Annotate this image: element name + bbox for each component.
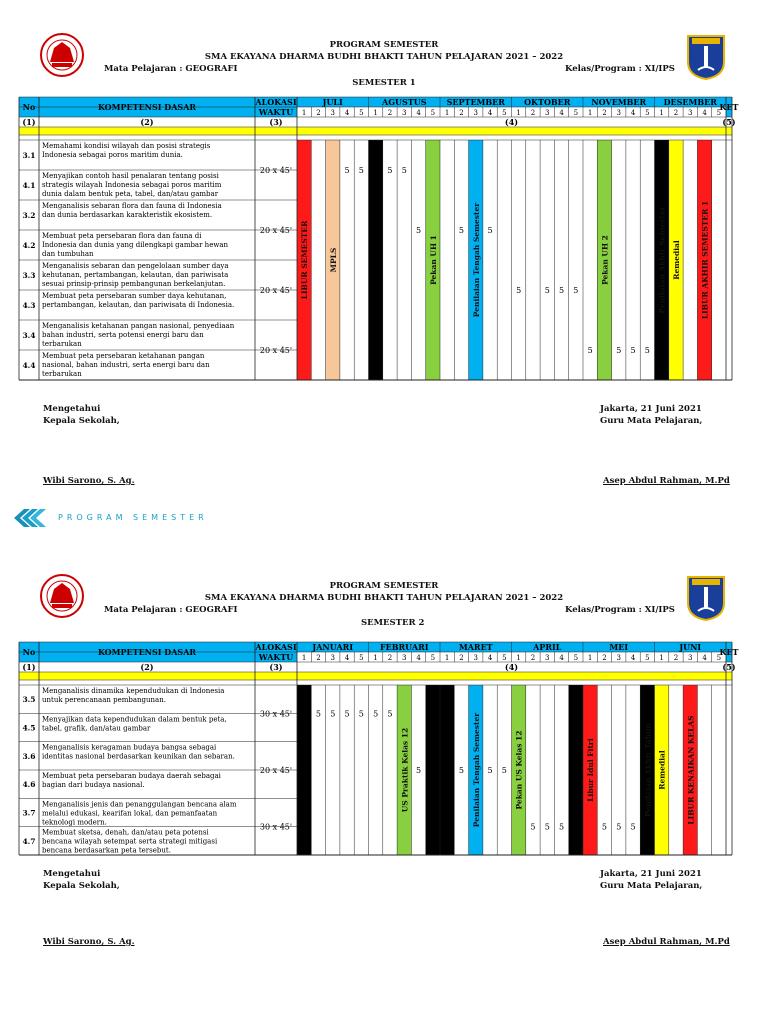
yellow-strip: [19, 672, 732, 680]
week-number: 3: [330, 109, 335, 117]
month-header: JULI: [322, 97, 343, 107]
competency-text: dan dunia berdasarkan karakteristik ekosistem.: [42, 211, 213, 219]
time-allocation: 20 x 45': [259, 166, 293, 175]
banner-title: PROGRAM SEMESTER: [58, 513, 208, 522]
week-number: 4: [630, 654, 636, 662]
week-number: 4: [487, 654, 493, 662]
week-number: 1: [373, 654, 378, 662]
col-header-no: No: [22, 647, 36, 657]
competency-text: kehutanan, pertambangan, kelautan, dan pariwisata: [42, 271, 229, 279]
teacher-name: Asep Abdul Rahman, M.Pd: [603, 476, 730, 486]
competency-text: melalui edukasi, kearifan lokal, dan pemanfaatan: [42, 809, 218, 818]
schedule-table: [19, 97, 749, 392]
month-header: AGUSTUS: [382, 97, 427, 107]
col-header-ket: KET: [719, 102, 739, 112]
week-mark: 5: [387, 166, 393, 175]
event-band-label: US Praktik Kelas 12: [400, 727, 410, 813]
competency-text: sesuai prinsip-prinsip pembangunan berkelanjutan.: [42, 280, 226, 288]
month-header: JANUARI: [312, 642, 354, 652]
event-band: [297, 685, 311, 855]
competency-text: teknologi modern.: [42, 818, 107, 827]
subject-label: Mata Pelajaran : GEOGRAFI: [104, 605, 238, 615]
month-header: OKTOBER: [524, 97, 571, 107]
week-number: 4: [344, 654, 350, 662]
week-number: 1: [444, 109, 450, 117]
week-number: 4: [416, 654, 421, 662]
week-number: 5: [716, 654, 722, 662]
row-number: 3.1: [22, 151, 36, 160]
row-number: 3.6: [22, 751, 36, 761]
col-number: (5): [722, 117, 736, 127]
week-number: 3: [616, 654, 621, 662]
competency-text: nasional, bahan industri, serta energi baru dan: [42, 361, 210, 369]
event-band: [440, 685, 454, 855]
row-number: 4.4: [22, 361, 36, 370]
week-number: 2: [387, 654, 393, 662]
event-band-label: Pekan UH 2: [600, 235, 610, 285]
row-number: 4.1: [22, 181, 36, 190]
week-number: 5: [359, 654, 364, 662]
time-allocation: 20 x 45': [259, 226, 293, 235]
month-header: DESEMBER: [663, 97, 717, 107]
competency-text: Menganalisis keragaman budaya bangsa sebagai: [42, 743, 217, 752]
week-number: 5: [502, 654, 507, 662]
school-name: SMA EKAYANA DHARMA BUDHI BHAKTI TAHUN PELAJARAN 2021 – 2022: [204, 593, 564, 603]
col-header-waktu: WAKTU: [258, 652, 294, 662]
week-mark: 5: [416, 766, 422, 775]
col-number: (1): [22, 662, 36, 672]
time-allocation: 20 x 45': [259, 346, 293, 355]
event-band-label: Remedial: [657, 750, 667, 790]
week-number: 2: [316, 109, 321, 117]
col-number: (3): [269, 662, 283, 672]
col-number: (2): [140, 117, 154, 127]
row-number: 4.3: [22, 301, 36, 310]
month-header: MARET: [458, 642, 493, 652]
competency-text: pertambangan, kelautan, dan pariwisata di Indonesia.: [42, 301, 235, 309]
row-number: 3.7: [22, 808, 36, 818]
event-band-label: MPLS: [328, 247, 338, 273]
time-allocation: 20 x 45': [259, 286, 293, 295]
event-band: [369, 140, 383, 380]
competency-text: Indonesia dan dunia yang dilengkapi gambar hewan: [42, 241, 229, 249]
sign-right-2: Guru Mata Pelajaran,: [600, 416, 703, 426]
month-header: FEBRUARI: [379, 642, 429, 652]
competency-text: bencana wilayah setempat serta strategi mitigasi: [42, 837, 218, 846]
week-number: 2: [387, 109, 393, 117]
week-mark: 5: [416, 226, 422, 235]
week-number: 2: [673, 109, 679, 117]
week-number: 4: [559, 109, 564, 117]
sign-left-1: Mengetahui: [43, 404, 101, 414]
week-number: 4: [344, 109, 350, 117]
week-number: 4: [559, 654, 564, 662]
competency-text: Menyajikan contoh hasil penalaran tentang posisi: [42, 172, 219, 180]
week-number: 4: [416, 109, 421, 117]
row-number: 4.7: [22, 836, 36, 846]
competency-text: untuk perencanaan pembangunan.: [42, 696, 166, 704]
week-number: 3: [688, 654, 693, 662]
week-mark: 5: [358, 166, 364, 175]
event-band-label: Penilaian Tengah Semester: [471, 712, 481, 828]
month-header: SEPTEMBER: [446, 97, 505, 107]
competency-text: terbarukan: [42, 340, 82, 348]
week-mark: 5: [487, 766, 493, 775]
competency-text: strategis wilayah Indonesia sebagai poros maritim: [42, 181, 222, 189]
col-header-no: No: [22, 102, 36, 112]
month-header: APRIL: [533, 642, 562, 652]
week-mark: 5: [644, 346, 650, 355]
week-number: 3: [545, 654, 550, 662]
week-number: 5: [430, 109, 436, 117]
row-number: 3.2: [22, 211, 36, 220]
week-mark: 5: [501, 766, 507, 775]
semester-2-sheet: [0, 545, 768, 945]
week-mark: 5: [559, 822, 565, 832]
week-mark: 5: [573, 286, 579, 295]
competency-text: dan tumbuhan: [42, 250, 94, 258]
doc-title: PROGRAM SEMESTER: [329, 40, 439, 50]
row-number: 3.5: [22, 695, 36, 705]
week-number: 3: [402, 654, 407, 662]
yellow-strip: [19, 127, 732, 135]
week-number: 3: [473, 654, 478, 662]
week-number: 1: [373, 109, 378, 117]
row-number: 3.3: [22, 271, 36, 280]
competency-text: Menganalisis jenis dan penanggulangan bencana alam: [42, 800, 237, 809]
event-band-label: Penilaian Akhir Tahun: [643, 723, 653, 817]
week-mark: 5: [587, 346, 593, 355]
col-header-kd: KOMPETENSI DASAR: [97, 102, 197, 112]
competency-text: Membuat peta persebaran flora dan fauna di: [42, 232, 202, 240]
week-mark: 5: [358, 709, 364, 719]
competency-text: Membuat peta persebaran budaya daerah sebagai: [42, 772, 221, 780]
col-number: (3): [269, 117, 283, 127]
row-number: 3.4: [22, 331, 36, 340]
week-number: 1: [301, 654, 307, 662]
competency-text: Membuat peta persebaran sumber daya kehutanan,: [42, 292, 227, 300]
time-allocation: 30 x 45': [259, 822, 293, 832]
col-number: (4): [504, 662, 519, 672]
week-number: 2: [530, 109, 536, 117]
event-band-label: Pekan US Kelas 12: [514, 730, 524, 810]
week-number: 5: [645, 109, 650, 117]
col-header-kd: KOMPETENSI DASAR: [97, 647, 197, 657]
class-label: Kelas/Program : XI/IPS: [565, 64, 675, 74]
competency-text: Menganalisis sebaran flora dan fauna di Indonesia: [42, 202, 222, 210]
week-number: 3: [616, 109, 621, 117]
time-allocation: 30 x 45': [259, 709, 293, 719]
event-band-label: Penilaian Tengah Semester: [471, 202, 481, 318]
event-band-label: LIBUR AKHIR SEMESTER 1: [700, 200, 710, 320]
week-number: 1: [659, 654, 664, 662]
competency-text: bahan industri, serta potensi energi baru dan: [42, 331, 204, 339]
week-number: 2: [459, 654, 464, 662]
month-header: JUNI: [679, 642, 702, 652]
week-mark: 5: [330, 709, 336, 719]
competency-text: Indonesia sebagai poros maritim dunia.: [42, 151, 183, 159]
week-number: 2: [602, 654, 607, 662]
sign-right-1: Jakarta, 21 Juni 2021: [600, 404, 702, 414]
row-number: 4.6: [22, 780, 36, 790]
week-mark: 5: [315, 709, 321, 719]
week-number: 3: [545, 109, 550, 117]
week-number: 3: [402, 109, 407, 117]
event-band-label: Libur Idul Fitri: [586, 738, 596, 802]
event-band-label: LIBUR KENAIKAN KELAS: [686, 715, 696, 825]
week-mark: 5: [387, 709, 393, 719]
week-mark: 5: [616, 346, 622, 355]
week-mark: 5: [544, 822, 550, 832]
col-header-alokasi: ALOKASI: [255, 97, 297, 107]
week-number: 1: [587, 654, 593, 662]
week-mark: 5: [516, 286, 522, 295]
col-number: (2): [140, 662, 154, 672]
week-number: 2: [673, 654, 679, 662]
event-band-label: Remedial: [671, 240, 681, 280]
week-number: 5: [430, 654, 436, 662]
event-band-label: Pekan UH 1: [428, 235, 438, 285]
col-number: (4): [504, 117, 519, 127]
competency-text: identitas nasional berdasarkan keunikan dan sebaran.: [42, 752, 235, 761]
semester-label: SEMESTER 1: [352, 78, 416, 88]
week-mark: 5: [344, 709, 350, 719]
week-number: 3: [473, 109, 478, 117]
competency-text: Menganalisis dinamika kependudukan di Indonesia: [42, 687, 225, 695]
sign-left-1: Mengetahui: [43, 869, 101, 879]
week-number: 2: [459, 109, 464, 117]
row-number: 4.5: [22, 723, 36, 733]
headmaster-name: Wibi Sarono, S. Ag.: [43, 937, 135, 947]
week-number: 3: [330, 654, 335, 662]
week-mark: 5: [559, 286, 565, 295]
week-mark: 5: [458, 766, 464, 775]
col-number: (1): [22, 117, 36, 127]
col-header-alokasi: ALOKASI: [255, 642, 297, 652]
week-mark: 5: [373, 709, 379, 719]
week-number: 4: [702, 654, 707, 662]
week-mark: 5: [630, 346, 636, 355]
time-allocation: 20 x 45': [259, 766, 293, 775]
week-number: 4: [487, 109, 493, 117]
month-header: NOVEMBER: [591, 97, 647, 107]
month-header: MEI: [609, 642, 629, 652]
week-number: 4: [630, 109, 636, 117]
week-number: 1: [444, 654, 450, 662]
subject-label: Mata Pelajaran : GEOGRAFI: [104, 64, 238, 74]
semester-label: SEMESTER 2: [361, 618, 425, 628]
competency-text: bencana berdasarkan peta tersebut.: [42, 846, 171, 855]
competency-text: Menyajikan data kependudukan dalam bentuk peta,: [42, 715, 227, 724]
competency-text: terbarukan: [42, 370, 82, 378]
competency-text: Menganalisis sebaran dan pengelolaan sumber daya: [42, 262, 229, 270]
week-number: 1: [516, 654, 521, 662]
week-number: 4: [702, 109, 707, 117]
week-number: 1: [516, 109, 521, 117]
competency-text: Menganalisis ketahanan pangan nasional, penyediaan: [42, 322, 235, 330]
sign-right-2: Guru Mata Pelajaran,: [600, 881, 703, 891]
col-header-ket: KET: [719, 647, 739, 657]
week-number: 1: [301, 109, 307, 117]
competency-text: tabel, grafik, dan/atau gambar: [42, 724, 151, 733]
week-mark: 5: [630, 822, 636, 832]
week-number: 5: [359, 109, 364, 117]
semester-1-sheet: [0, 0, 768, 486]
week-mark: 5: [458, 226, 464, 235]
sign-right-1: Jakarta, 21 Juni 2021: [600, 869, 702, 879]
competency-text: dunia dalam bentuk peta, tabel, dan/atau gambar: [42, 190, 219, 198]
competency-text: Membuat peta persebaran ketahanan pangan: [42, 352, 205, 360]
col-number: (5): [722, 662, 736, 672]
teacher-name: Asep Abdul Rahman, M.Pd: [603, 937, 730, 947]
week-mark: 5: [487, 226, 493, 235]
week-number: 3: [688, 109, 693, 117]
week-number: 1: [587, 109, 593, 117]
event-band-label: LIBUR SEMESTER: [300, 220, 310, 300]
week-mark: 5: [344, 166, 350, 175]
event-band-label: Penilaian Akhir Semester: [657, 206, 667, 314]
week-number: 2: [602, 109, 607, 117]
week-mark: 5: [530, 822, 536, 832]
sign-left-2: Kepala Sekolah,: [43, 881, 120, 891]
sign-left-2: Kepala Sekolah,: [43, 416, 120, 426]
competency-text: bagian dari budaya nasional.: [42, 781, 145, 789]
week-mark: 5: [401, 166, 407, 175]
week-number: 5: [645, 654, 650, 662]
event-band: [569, 685, 583, 855]
event-band: [426, 685, 440, 855]
headmaster-name: Wibi Sarono, S. Ag.: [43, 476, 135, 486]
school-name: SMA EKAYANA DHARMA BUDHI BHAKTI TAHUN PELAJARAN 2021 – 2022: [204, 52, 564, 62]
competency-text: Membuat sketsa, denah, dan/atau peta potensi: [42, 828, 209, 837]
week-number: 2: [530, 654, 536, 662]
col-header-waktu: WAKTU: [258, 107, 294, 117]
week-number: 2: [316, 654, 321, 662]
competency-text: Memahami kondisi wilayah dan posisi strategis: [42, 142, 211, 150]
class-label: Kelas/Program : XI/IPS: [565, 605, 675, 615]
week-number: 5: [573, 109, 579, 117]
week-number: 5: [502, 109, 507, 117]
week-number: 5: [716, 109, 722, 117]
week-mark: 5: [601, 822, 607, 832]
week-mark: 5: [544, 286, 550, 295]
row-number: 4.2: [22, 241, 36, 250]
week-mark: 5: [616, 822, 622, 832]
doc-title: PROGRAM SEMESTER: [329, 581, 439, 591]
schedule-table: [19, 642, 749, 855]
week-number: 1: [659, 109, 664, 117]
week-number: 5: [573, 654, 579, 662]
